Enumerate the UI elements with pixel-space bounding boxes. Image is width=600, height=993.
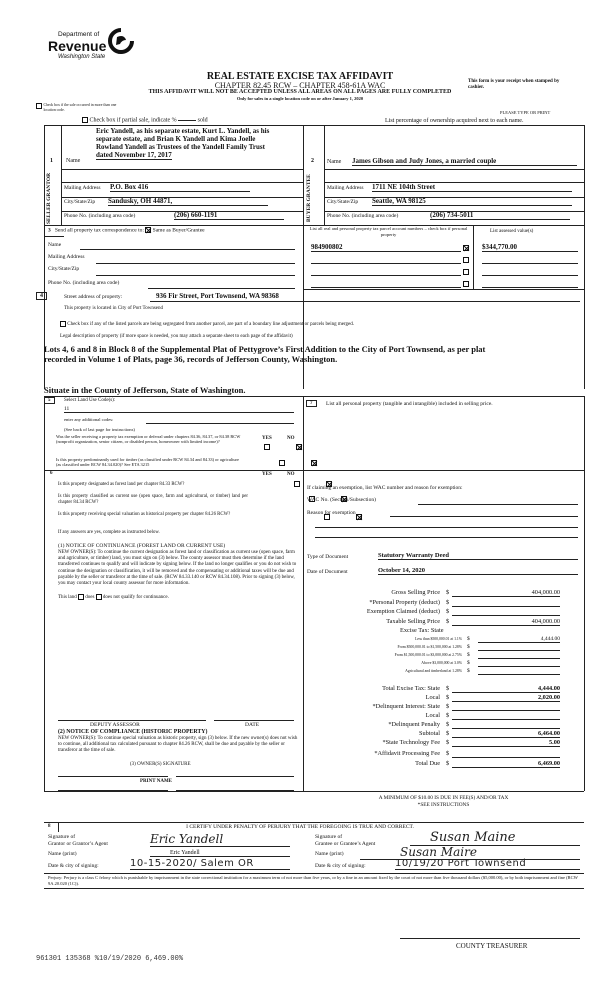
buyer-name-field[interactable]: James Gibson and Judy Jones, a married couple [352,157,577,166]
reason-label: Reason for exemption [307,510,356,516]
bracket-value-field[interactable] [478,668,560,675]
total-value-field[interactable] [452,721,560,729]
does-checkbox[interactable] [78,594,84,600]
parcel-row [306,243,581,253]
grantee-name-field[interactable]: Susan Maire [360,845,580,860]
seller-name[interactable] [96,127,301,160]
bracket-label: Above $3,000,000 at 3.0% [421,661,462,665]
parcel-value-field[interactable] [482,279,578,288]
total-row [300,712,590,721]
tax-value-field[interactable] [452,608,560,616]
parcel-row [306,255,581,265]
street-field[interactable]: 936 Fir Street, Port Townsend, WA 98368 [156,292,279,300]
parcel-number-field[interactable] [311,279,461,288]
total-value-field[interactable]: 6,469.00 [452,760,560,768]
total-label: *State Technology Fee [382,739,440,746]
reason-field[interactable] [390,511,578,517]
question-text: Is this property classified as current use (open space, farm and agricultural, or timber) land per chapter 84.34 RCW? [58,494,248,505]
grantor-name-label: Name (print) [48,851,77,857]
currency-symbol: $ [446,694,450,701]
question-no-checkbox[interactable] [296,444,302,450]
exemption-label: If claiming an exemption, list WAC number and reason for exemption: [307,485,463,491]
total-label: *Affidavit Processing Fee [374,750,440,757]
currency-symbol: $ [446,703,450,710]
bracket-row [300,652,590,660]
currency-symbol: $ [467,652,470,658]
bracket-row [300,668,590,676]
total-value-field[interactable]: 5.00 [452,739,560,747]
parcel-number-field[interactable]: 984900802 [311,243,461,252]
buyer-phone-label: Phone No. (including area code) [327,213,399,219]
question-text: Is this property designated as forest land per chapter 84.33 RCW? [58,482,185,487]
bracket-row [300,636,590,644]
grantee-date-label: Date & city of signing: [315,863,366,869]
bracket-label: Agricultural and timberland at 1.28% [405,669,462,673]
corr-mailing-field[interactable] [96,256,295,264]
same-as-buyer-checkbox[interactable] [145,227,151,233]
bracket-row [300,660,590,668]
certify-statement: I CERTIFY UNDER PENALTY OF PERJURY THAT THE FOREGOING IS TRUE AND CORRECT. [186,824,414,830]
buyer-city-label: City/State/Zip [327,199,359,205]
total-label: *Delinquent Penalty [388,721,440,728]
tax-value-field[interactable] [452,599,560,607]
legal-label: Legal description of property (if more space is needed, you may attach a separate sheet to each page of the affidavit) [60,334,293,339]
total-value-field[interactable] [452,703,560,711]
section7-label: List all personal property (tangible and intangible) included in selling price. [326,401,493,407]
segregated-check[interactable] [60,321,354,327]
notice2-body: NEW OWNER(S): To continue special valuation as historic property, sign (3) below. If the new owner(s) does not wish to continue, all additional tax calculated pursuant to chapter 84.26 RCW, shall be due and payable by the seller or transferor at the time of sale. [58,736,298,753]
currency-symbol: $ [446,608,450,615]
currency-symbol: $ [446,760,450,767]
multi-location-checkbox[interactable] [36,103,42,109]
please-type: PLEASE TYPE OR PRINT [500,110,551,115]
minimum-note: A MINIMUM OF $10.00 IS DUE IN FEE(S) AND/OR TAX [378,795,509,801]
logo-line3: Washington State [58,54,106,60]
bracket-value-field[interactable]: 4,444.00 [478,636,560,643]
total-value-field[interactable]: 2,020.00 [452,694,560,702]
total-label: Subtotal [419,730,440,737]
county-treasurer: COUNTY TREASURER [456,942,528,950]
wac-label: WAC No. (Section/Subsection) [307,497,376,503]
tax-row [300,618,590,628]
bracket-label: From $500,000.01 to $1,500,000 at 1.28% [397,645,462,649]
currency-symbol: $ [467,668,470,674]
date-label: DATE [245,722,260,728]
parcel-value-field[interactable]: $344,770.00 [482,243,578,252]
does-not-checkbox[interactable] [96,594,102,600]
total-value-field[interactable]: 4,444.00 [452,685,560,693]
seller-city-field[interactable]: Sandusky, OH 44871, [108,197,268,206]
parcel-personal-checkbox[interactable] [463,281,469,287]
tax-label: Gross Selling Price [391,589,440,596]
total-label: *Delinquent Interest: State [372,703,440,710]
owner-signature-label: (3) OWNER(S) SIGNATURE [130,762,191,767]
currency-symbol: $ [446,685,450,692]
land-use-section-number: 5 [44,397,55,404]
grantor-sig-label-line: Grantor or Grantor’s Agent [48,840,108,847]
see-back: (See back of last page for instructions) [64,427,135,432]
logo-line2: Revenue [48,38,107,54]
if-yes-note: If any answers are yes, complete as instructed below. [58,530,160,535]
additional-codes-field[interactable] [146,418,294,424]
seller-name-line: Eric Yandell, as his separate estate, Kurt L. Yandell, as his [96,127,270,135]
question-no-checkbox[interactable] [311,460,317,466]
deputy-assessor-label: DEPUTY ASSESSOR [90,722,140,728]
corr-phone-field[interactable] [148,281,295,289]
notice1-title: (1) NOTICE OF CONTINUANCE (FOREST LAND OR CURRENT USE) [58,543,226,549]
this-land-label: This land [58,595,77,601]
seller-mailing-field[interactable]: P.O. Box 416 [110,183,250,192]
dor-swoosh-icon [108,28,134,54]
buyer-name-label: Name [327,159,342,165]
perjury-statement: Perjury: Perjury is a class C felony which is punishable by imprisonment in the state correctional institution for a maximum term of not more than five years, or by a fine in an amount fixed by the court of not more than five thousand dollars ($5,000.00), or by both imprisonment and fine (RCW 9A.20.020 (1C)). [48,875,578,886]
seller-mailing-label: Mailing Address [64,185,101,191]
buyer-phone-field[interactable]: (206) 734-5011 [430,211,570,220]
tax-row [300,599,590,609]
notice1-body: NEW OWNER(S): To continue the current designation as forest land or classification as current use (open space, farm and agriculture, or timber) land, you must sign on (3) below. The county assessor must then determine if the land transferred continues to qualify and will indicate by signing below. If the land no longer qualifies or you do not wish to continue the designation or classification, it will be removed and the compensating or additional taxes will be due and payable by the seller or transferor at the time of sale. (RCW 84.33.140 or RCW 84.34.108). Prior to signing (3) below, you may contact your local county assessor for more information. [58,550,297,587]
correspondence-label: Send all property tax correspondence to: [54,227,144,234]
question-yes-checkbox[interactable] [279,460,285,466]
grantor-date-field[interactable]: 10-15-2020/ Salem OR [130,858,290,870]
seller-name-line: separate estate, and Brian K Yandell and Kima Joelle [96,135,256,143]
question-yes-checkbox[interactable] [294,481,300,487]
seller-section-number: 1 [50,158,53,164]
assessed-header: List assessed value(s) [490,229,534,234]
continuance-check [58,594,169,600]
segregated-checkbox[interactable] [60,321,66,327]
multi-location-label: Check box if the sale occurred in more than one location code. [43,103,117,112]
bracket-label: From $1,500,000.01 to $3,000,000 at 2.75% [394,653,462,657]
total-row [300,730,590,739]
question-text: Is this property predominantly used for timber (as classified under RCW 84.34 and 84.33) or agriculture (as classified under RCW 84.34.020)? See ETA 3215 [56,457,239,468]
parcel-row [306,279,581,289]
situate: Situate in the County of Jefferson, State of Washington. [44,385,246,395]
bracket-row [300,644,590,652]
currency-symbol: $ [446,617,450,625]
grantee-sig-label-line: Grantee or Grantee’s Agent [315,840,376,847]
currency-symbol: $ [446,721,450,728]
total-value-field[interactable]: 6,464.00 [452,730,560,738]
total-label: Total Due [415,760,440,767]
tax-label: *Personal Property (deduct) [369,598,440,606]
land-use-label: Select Land Use Code(s): [64,398,116,403]
corr-name-label: Name [48,242,62,248]
excise-label: Excise Tax: State [400,627,444,634]
tax-value-field[interactable]: 404,000.00 [452,589,560,597]
currency-symbol: $ [446,750,450,757]
question-text: Was the seller receiving a property tax exemption or deferral under chapters 84.36, 84.37, or 84.38 RCW (nonprofit organization, senior citizen, or disabled person, homeowner with limited income)? [56,434,241,445]
grantee-date-field[interactable]: 10/19/20 Port Townsend [395,858,580,870]
print-name-label: PRINT NAME [140,779,172,784]
doc-date-field[interactable]: October 14, 2020 [378,567,578,575]
total-label: Local [425,694,440,701]
total-label: Total Excise Tax: State [382,685,440,692]
grantor-name-field[interactable]: Eric Yandell [150,850,290,857]
parcel-value-field[interactable] [482,255,578,264]
grantee-sig-label-line: Signature of [315,834,343,840]
corr-name-field[interactable] [80,242,295,250]
doc-date-label: Date of Document [307,569,348,575]
reason-field-line2[interactable] [315,522,578,528]
buyer-side-label: BUYER GRANTEE [306,174,312,222]
certify-section-number: 8 [48,824,51,829]
street-label: Street address of property: [64,294,123,300]
reason-field-line3[interactable] [315,532,578,538]
no-header: NO [287,472,295,477]
grantee-signature-field[interactable]: Susan Maine [410,830,580,846]
bracket-value-field[interactable] [478,660,560,667]
located-in: This property is located in City of Port Townsend [64,306,163,311]
grantor-signature-field[interactable]: Eric Yandell [150,832,290,847]
buyer-mailing-field[interactable]: 1711 NE 104th Street [372,183,572,192]
doc-type-field[interactable]: Statutory Warranty Deed [378,552,578,560]
corr-city-field[interactable] [96,268,295,276]
legal-line: Lots 4, 6 and 8 in Block 8 of the Supplemental Plat of Pettygrove’s First Addition to the City of Port Townsend, as per plat [44,344,486,354]
land-use-code-field[interactable]: 11 [64,406,294,413]
form-only-for: Only for sales in a single location code on or after January 1, 2020 [236,96,364,101]
wac-field[interactable] [418,499,578,505]
logo-line1: Department of [58,31,100,38]
corr-city-label: City/State/Zip [48,266,80,272]
parcels-header: List all real and personal property tax parcel account numbers – check box if personal property [309,226,468,237]
parcel-number-field[interactable] [311,267,461,276]
seller-name-label: Name [66,158,81,164]
buyer-section-number: 2 [311,158,314,164]
currency-symbol: $ [446,712,450,719]
section7-number: 7 [306,400,317,407]
tax-row [300,608,590,618]
partial-sale-sold: sold [197,117,208,124]
yes-header: YES [262,436,272,441]
grantor-date-label: Date & city of signing: [48,863,99,869]
property-section-number: 4 [36,292,47,300]
parcel-personal-checkbox[interactable] [463,269,469,275]
total-value-field[interactable] [452,750,560,758]
total-row [300,694,590,703]
buyer-mailing-label: Mailing Address [327,185,364,191]
does-not-label: does not qualify for continuance. [102,595,169,601]
correspondence-section [48,227,205,233]
total-label: Local [425,712,440,719]
currency-symbol: $ [467,660,470,666]
grantor-sig-label [48,834,108,847]
see-instructions: *SEE INSTRUCTIONS [417,802,470,808]
currency-symbol: $ [446,739,450,746]
notice2-title: (2) NOTICE OF COMPLIANCE (HISTORIC PROPERTY) [58,729,208,735]
bracket-label: Less than $500,000.01 at 1.1% [415,637,462,641]
seller-phone-label: Phone No. (including area code) [64,213,136,219]
section6-number: 6 [50,471,53,476]
form-warning: THIS AFFIDAVIT WILL NOT BE ACCEPTED UNLESS ALL AREAS ON ALL PAGES ARE FULLY COMPLETED [148,89,452,95]
does-label: does [85,595,95,601]
list-percentage: List percentage of ownership acquired next to each name. [385,118,524,124]
seller-name-line: dated November 17, 2017 [96,151,172,159]
parcel-row [306,267,581,277]
receipt-note: This form is your receipt when stamped by cashier. [468,79,560,90]
seller-city-label: City/State/Zip [64,199,96,205]
same-as-buyer-label: Same as Buyer/Grantee [152,227,205,234]
question-text: Is this property receiving special valuation as historical property per chapter 84.26 RCW? [58,512,231,517]
doc-type-label: Type of Document [307,554,349,560]
tax-rows [300,589,590,676]
total-value-field[interactable] [452,712,560,720]
total-row [300,721,590,730]
total-row [300,703,590,712]
tax-row [300,589,590,599]
tax-totals [300,685,590,769]
correspondence-section-number: 3 [48,227,51,234]
corr-phone-label: Phone No. (including area code) [48,280,120,286]
total-row [300,760,590,769]
additional-codes-label: enter any additional codes: [64,417,114,422]
tax-label: Exemption Claimed (deduct) [366,608,440,615]
tax-value-field[interactable]: 404,000.00 [452,618,560,626]
grantor-sig-label-line: Signature of [48,834,76,840]
question-yes-checkbox[interactable] [264,444,270,450]
total-row [300,685,590,694]
multi-location-check[interactable] [36,103,124,112]
total-row [300,739,590,750]
seller-name-line: Rowland Yandell as Trustees of the Yandell Family Trust [96,143,265,151]
form-title: REAL ESTATE EXCISE TAX AFFIDAVIT [206,71,394,82]
seller-side-label: SELLER GRANTOR [46,172,52,224]
currency-symbol: $ [446,598,450,606]
currency-symbol: $ [446,589,450,596]
currency-symbol: $ [446,730,450,737]
corr-mailing-label: Mailing Address [48,254,85,260]
total-row [300,750,590,760]
partial-sale-percent[interactable] [178,120,196,121]
receipt-stamp: 961301 135368 %10/19/2020 6,469.00% [36,955,184,963]
legal-description [44,344,584,364]
grantee-name-label: Name (print) [315,851,344,857]
seller-phone-field[interactable]: (206) 660-1191 [174,211,284,220]
legal-line: recorded in Volume 1 of Plats, page 36, records of Jefferson County, Washington. [44,354,338,364]
no-header: NO [287,436,295,441]
bracket-value-field[interactable] [478,652,560,659]
parcel-personal-checkbox[interactable] [463,245,469,251]
currency-symbol: $ [467,644,470,650]
currency-symbol: $ [467,636,470,642]
bracket-value-field[interactable] [478,644,560,651]
segregated-label: Check box if any of the listed parcels are being segregated from another parcel, are part of a boundary line adjustment or parcels being merged. [67,322,354,328]
buyer-city-field[interactable]: Seattle, WA 98125 [372,197,572,206]
dor-logo [48,28,143,68]
parcel-personal-checkbox[interactable] [463,257,469,263]
form-chapter: CHAPTER 82.45 RCW – CHAPTER 458-61A WAC [214,81,386,90]
parcel-value-field[interactable] [482,267,578,276]
parcel-number-field[interactable] [311,255,461,264]
partial-sale-check[interactable] [82,117,208,123]
partial-sale-label: Check box if partial sale, indicate % [89,117,177,124]
tax-label: Taxable Selling Price [386,617,440,625]
question-no-checkbox[interactable] [356,514,362,520]
yes-header: YES [262,472,272,477]
partial-sale-checkbox[interactable] [82,117,88,123]
